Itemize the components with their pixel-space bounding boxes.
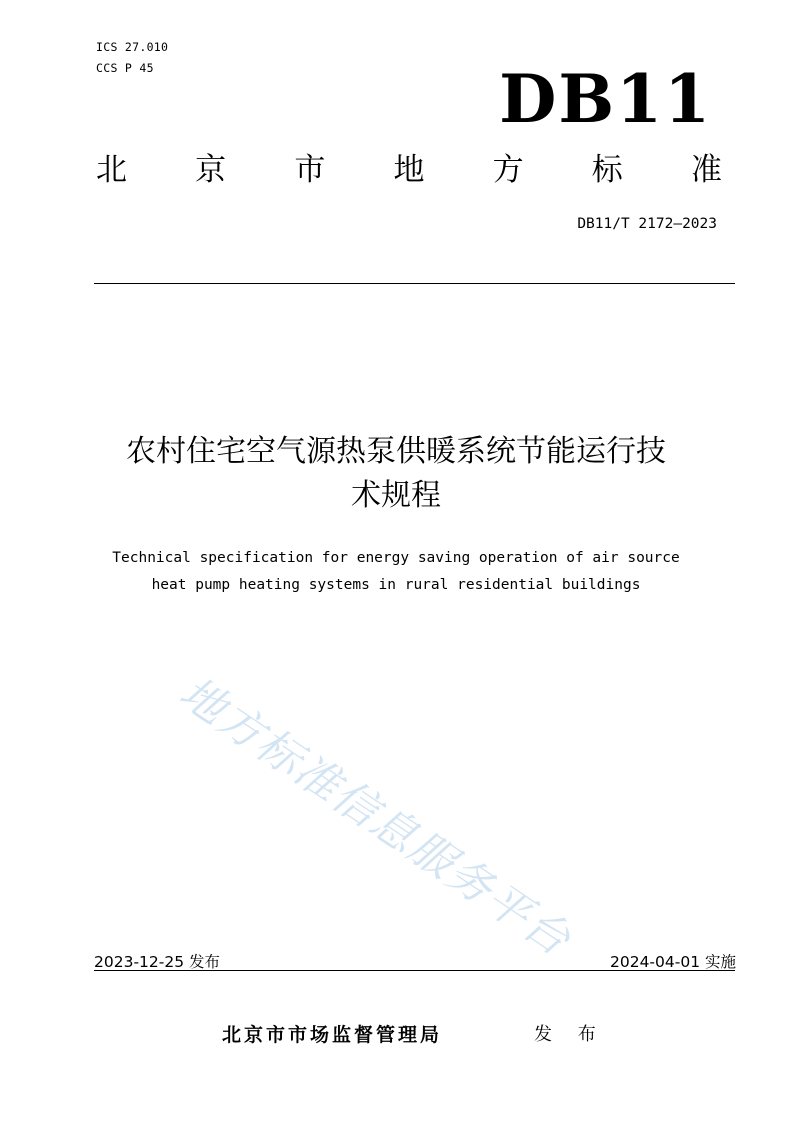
ics-code: ICS 27.010 xyxy=(96,40,169,54)
chinese-title-line: 农村住宅空气源热泵供暖系统节能运行技 xyxy=(126,434,666,469)
standard-number: DB11/T 2172—2023 xyxy=(577,216,717,232)
standard-type-char: 地 xyxy=(393,152,425,188)
publish-date: 2023-12-25 发布 xyxy=(94,953,221,971)
top-divider xyxy=(94,283,735,284)
bottom-divider xyxy=(94,970,735,971)
standard-type-char: 市 xyxy=(294,152,326,188)
chinese-title xyxy=(60,430,732,518)
standard-type-char: 准 xyxy=(690,152,722,188)
chinese-title-line: 术规程 xyxy=(351,478,441,513)
standard-type-heading xyxy=(96,152,722,188)
ccs-code: CCS P 45 xyxy=(96,61,154,75)
effective-date: 2024-04-01 实施 xyxy=(609,953,736,971)
issuing-authority: 北京市市场监督管理局 xyxy=(222,1024,443,1046)
standard-type-char: 京 xyxy=(195,152,227,188)
db11-logo: DB11 xyxy=(499,60,712,138)
watermark: 地方标准信息服务平台 xyxy=(170,667,581,967)
standard-type-char: 标 xyxy=(591,152,623,188)
standard-type-char: 方 xyxy=(492,152,524,188)
issue-label: 发 布 xyxy=(534,1024,606,1045)
standard-type-char: 北 xyxy=(96,152,127,188)
english-title: Technical specification for energy saving operation of air source heat pump heating systems in rural residential buildings xyxy=(112,550,680,593)
